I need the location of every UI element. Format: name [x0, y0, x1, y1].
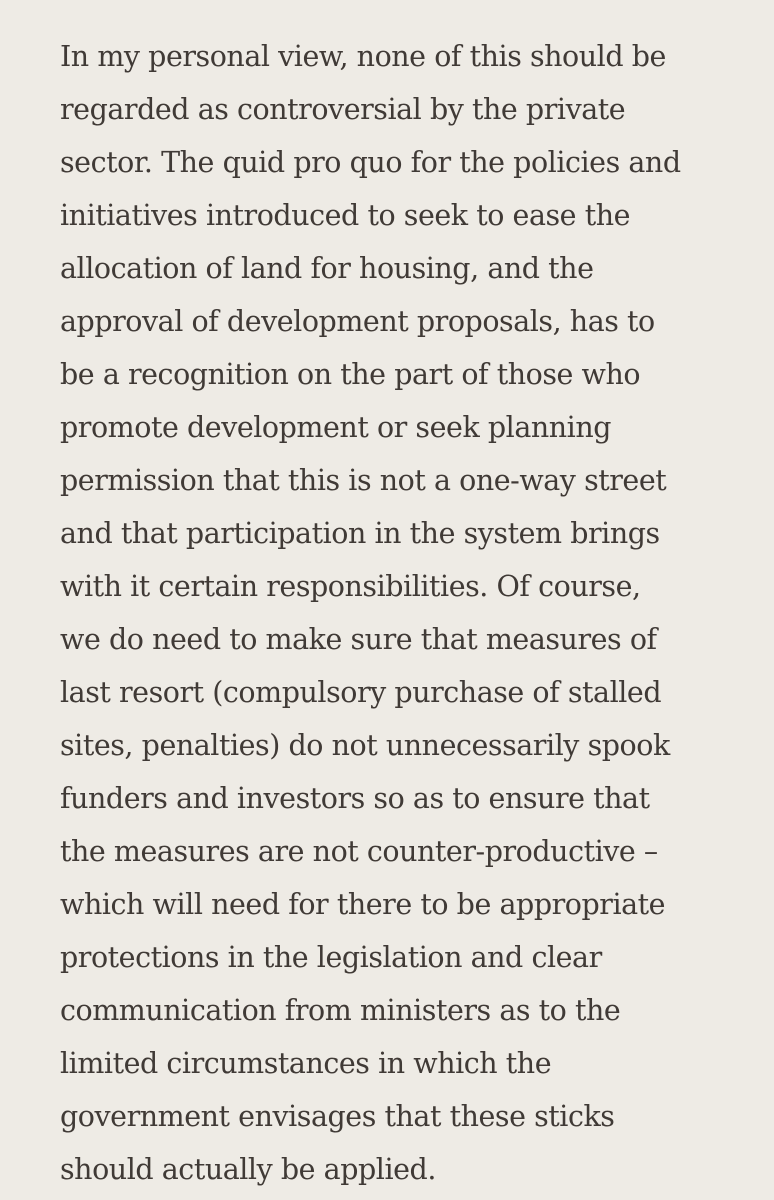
paragraph-line: promote development or seek planning [60, 411, 612, 444]
paragraph-line: we do need to make sure that measures of [60, 623, 657, 656]
paragraph-line: funders and investors so as to ensure that [60, 782, 650, 815]
paragraph-line: and that participation in the system brings [60, 517, 660, 550]
paragraph-line: sector. The quid pro quo for the policies and [60, 146, 681, 179]
paragraph-line: allocation of land for housing, and the [60, 252, 594, 285]
paragraph-line: the measures are not counter-productive – [60, 835, 658, 868]
paragraph-line: with it certain responsibilities. Of course, [60, 570, 641, 603]
paragraph-line: sites, penalties) do not unnecessarily spook [60, 729, 670, 762]
paragraph-line: In my personal view, none of this should be [60, 40, 666, 73]
paragraph-line: which will need for there to be appropriate [60, 888, 666, 921]
paragraph-line: initiatives introduced to seek to ease the [60, 199, 631, 232]
paragraph-line: government envisages that these sticks [60, 1100, 615, 1133]
article-body [60, 30, 740, 1200]
paragraph-line: limited circumstances in which the [60, 1047, 552, 1080]
paragraph-line: should actually be applied. [60, 1153, 436, 1186]
paragraph-line: protections in the legislation and clear [60, 941, 602, 974]
paragraph-line: permission that this is not a one-way street [60, 464, 667, 497]
paragraph-line: be a recognition on the part of those who [60, 358, 641, 391]
paragraph-line: last resort (compulsory purchase of stalled [60, 676, 662, 709]
paragraph-line: communication from ministers as to the [60, 994, 621, 1027]
article-paragraph [60, 30, 740, 1196]
paragraph-line: regarded as controversial by the private [60, 93, 626, 126]
paragraph-line: approval of development proposals, has to [60, 305, 655, 338]
